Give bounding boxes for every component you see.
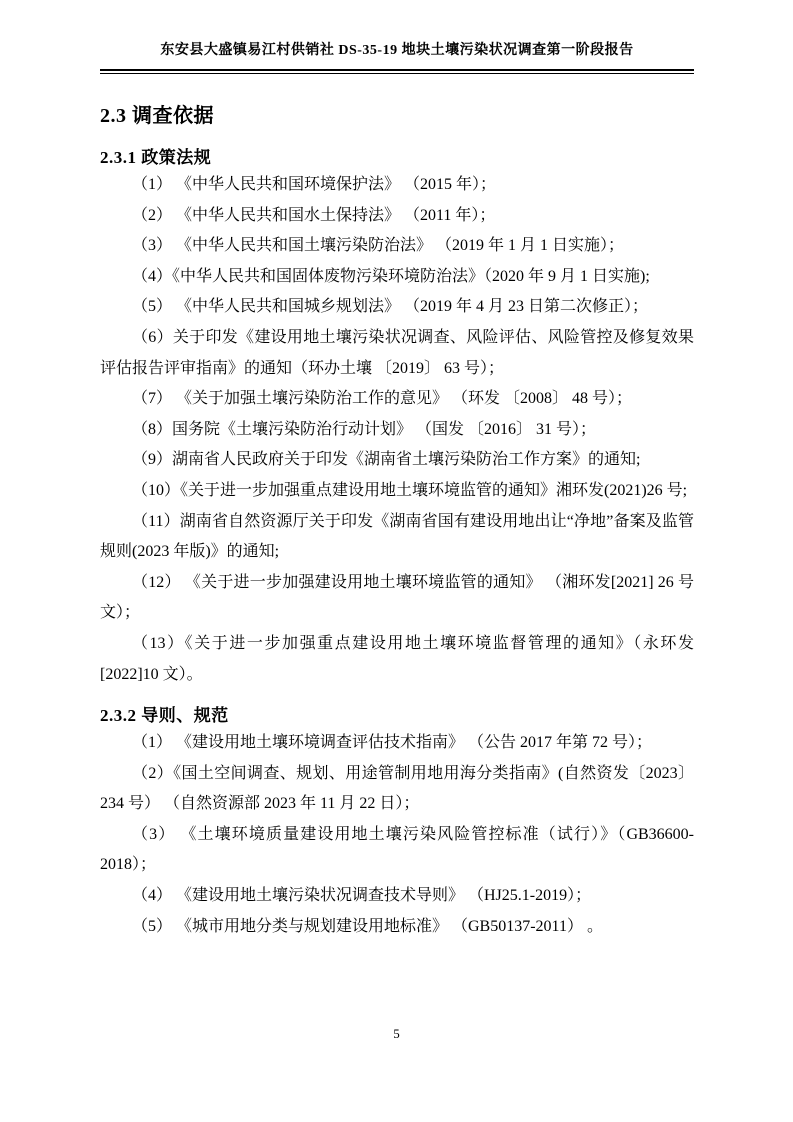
header-rule [100,69,694,74]
standard-item-4: （4） 《建设用地土壤污染状况调查技术导则》 （HJ25.1-2019）； [132,887,592,905]
page-footer [0,1026,793,1042]
page-header [100,42,694,74]
standard-items-list [100,728,694,942]
policy-items-list [100,170,694,690]
policy-item-5: （5） 《中华人民共和国城乡规划法》 （2019 年 4 月 23 日第二次修正）； [132,298,649,316]
policy-item-11: （11）湖南省自然资源厅关于印发《湖南省国有建设用地出让“净地”备案及监管规则(2023 年版)》的通知; [100,512,694,561]
policy-item-3: （3） 《中华人民共和国土壤污染防治法》 （2019 年 1 月 1 日实施）； [132,237,625,255]
policy-item-9: （9）湖南省人民政府关于印发《湖南省土壤污染防治工作方案》的通知; [132,451,641,469]
standard-item-1: （1） 《建设用地土壤环境调查评估技术指南》 （公告 2017 年第 72 号）； [132,734,653,752]
section-2-3-2-heading: 2.3.2 导则、规范 [100,706,229,726]
page-number: 5 [393,1026,400,1041]
policy-item-8: （8）国务院《土壤污染防治行动计划》 （国发 〔2016〕 31 号）； [132,420,597,438]
standard-item-3: （3） 《土壤环境质量建设用地土壤污染风险管控标准（试行）》（GB36600-2018）； [100,825,694,874]
policy-item-13: （13）《关于进一步加强重点建设用地土壤环境监督管理的通知》（永环发[2022]10 文）。 [100,634,694,683]
section-2-3-heading: 2.3 调查依据 [100,105,214,127]
header-title: 东安县大盛镇易江村供销社 DS-35-19 地块土壤污染状况调查第一阶段报告 [160,43,634,58]
policy-item-12: （12） 《关于进一步加强建设用地土壤环境监管的通知》 （湘环发[2021] 26 号文）； [100,573,694,622]
policy-item-10: （10）《关于进一步加强重点建设用地土壤环境监管的通知》湘环发(2021)26 号; [132,481,688,499]
policy-item-1: （1） 《中华人民共和国环境保护法》 （2015 年）； [132,176,497,193]
policy-item-7: （7） 《关于加强土壤污染防治工作的意见》 （环发 〔2008〕 48 号）； [132,390,633,408]
policy-item-6: （6）关于印发《建设用地土壤污染状况调查、风险评估、风险管控及修复效果评估报告评审指南》的通知（环办土壤 〔2019〕 63 号）； [100,328,694,377]
section-2-3-1-heading: 2.3.1 政策法规 [100,148,212,167]
policy-item-4: （4）《中华人民共和国固体废物污染环境防治法》（2020 年 9 月 1 日实施); [132,267,650,285]
standard-item-2: （2）《国土空间调查、规划、用途管制用地用海分类指南》(自然资发〔2023〕234 号） （自然资源部 2023 年 11 月 22 日）； [100,764,694,813]
standard-item-5: （5） 《城市用地分类与规划建设用地标准》 （GB50137-2011） 。 [132,917,603,935]
policy-item-2: （2） 《中华人民共和国水土保持法》 （2011 年）； [132,206,496,224]
